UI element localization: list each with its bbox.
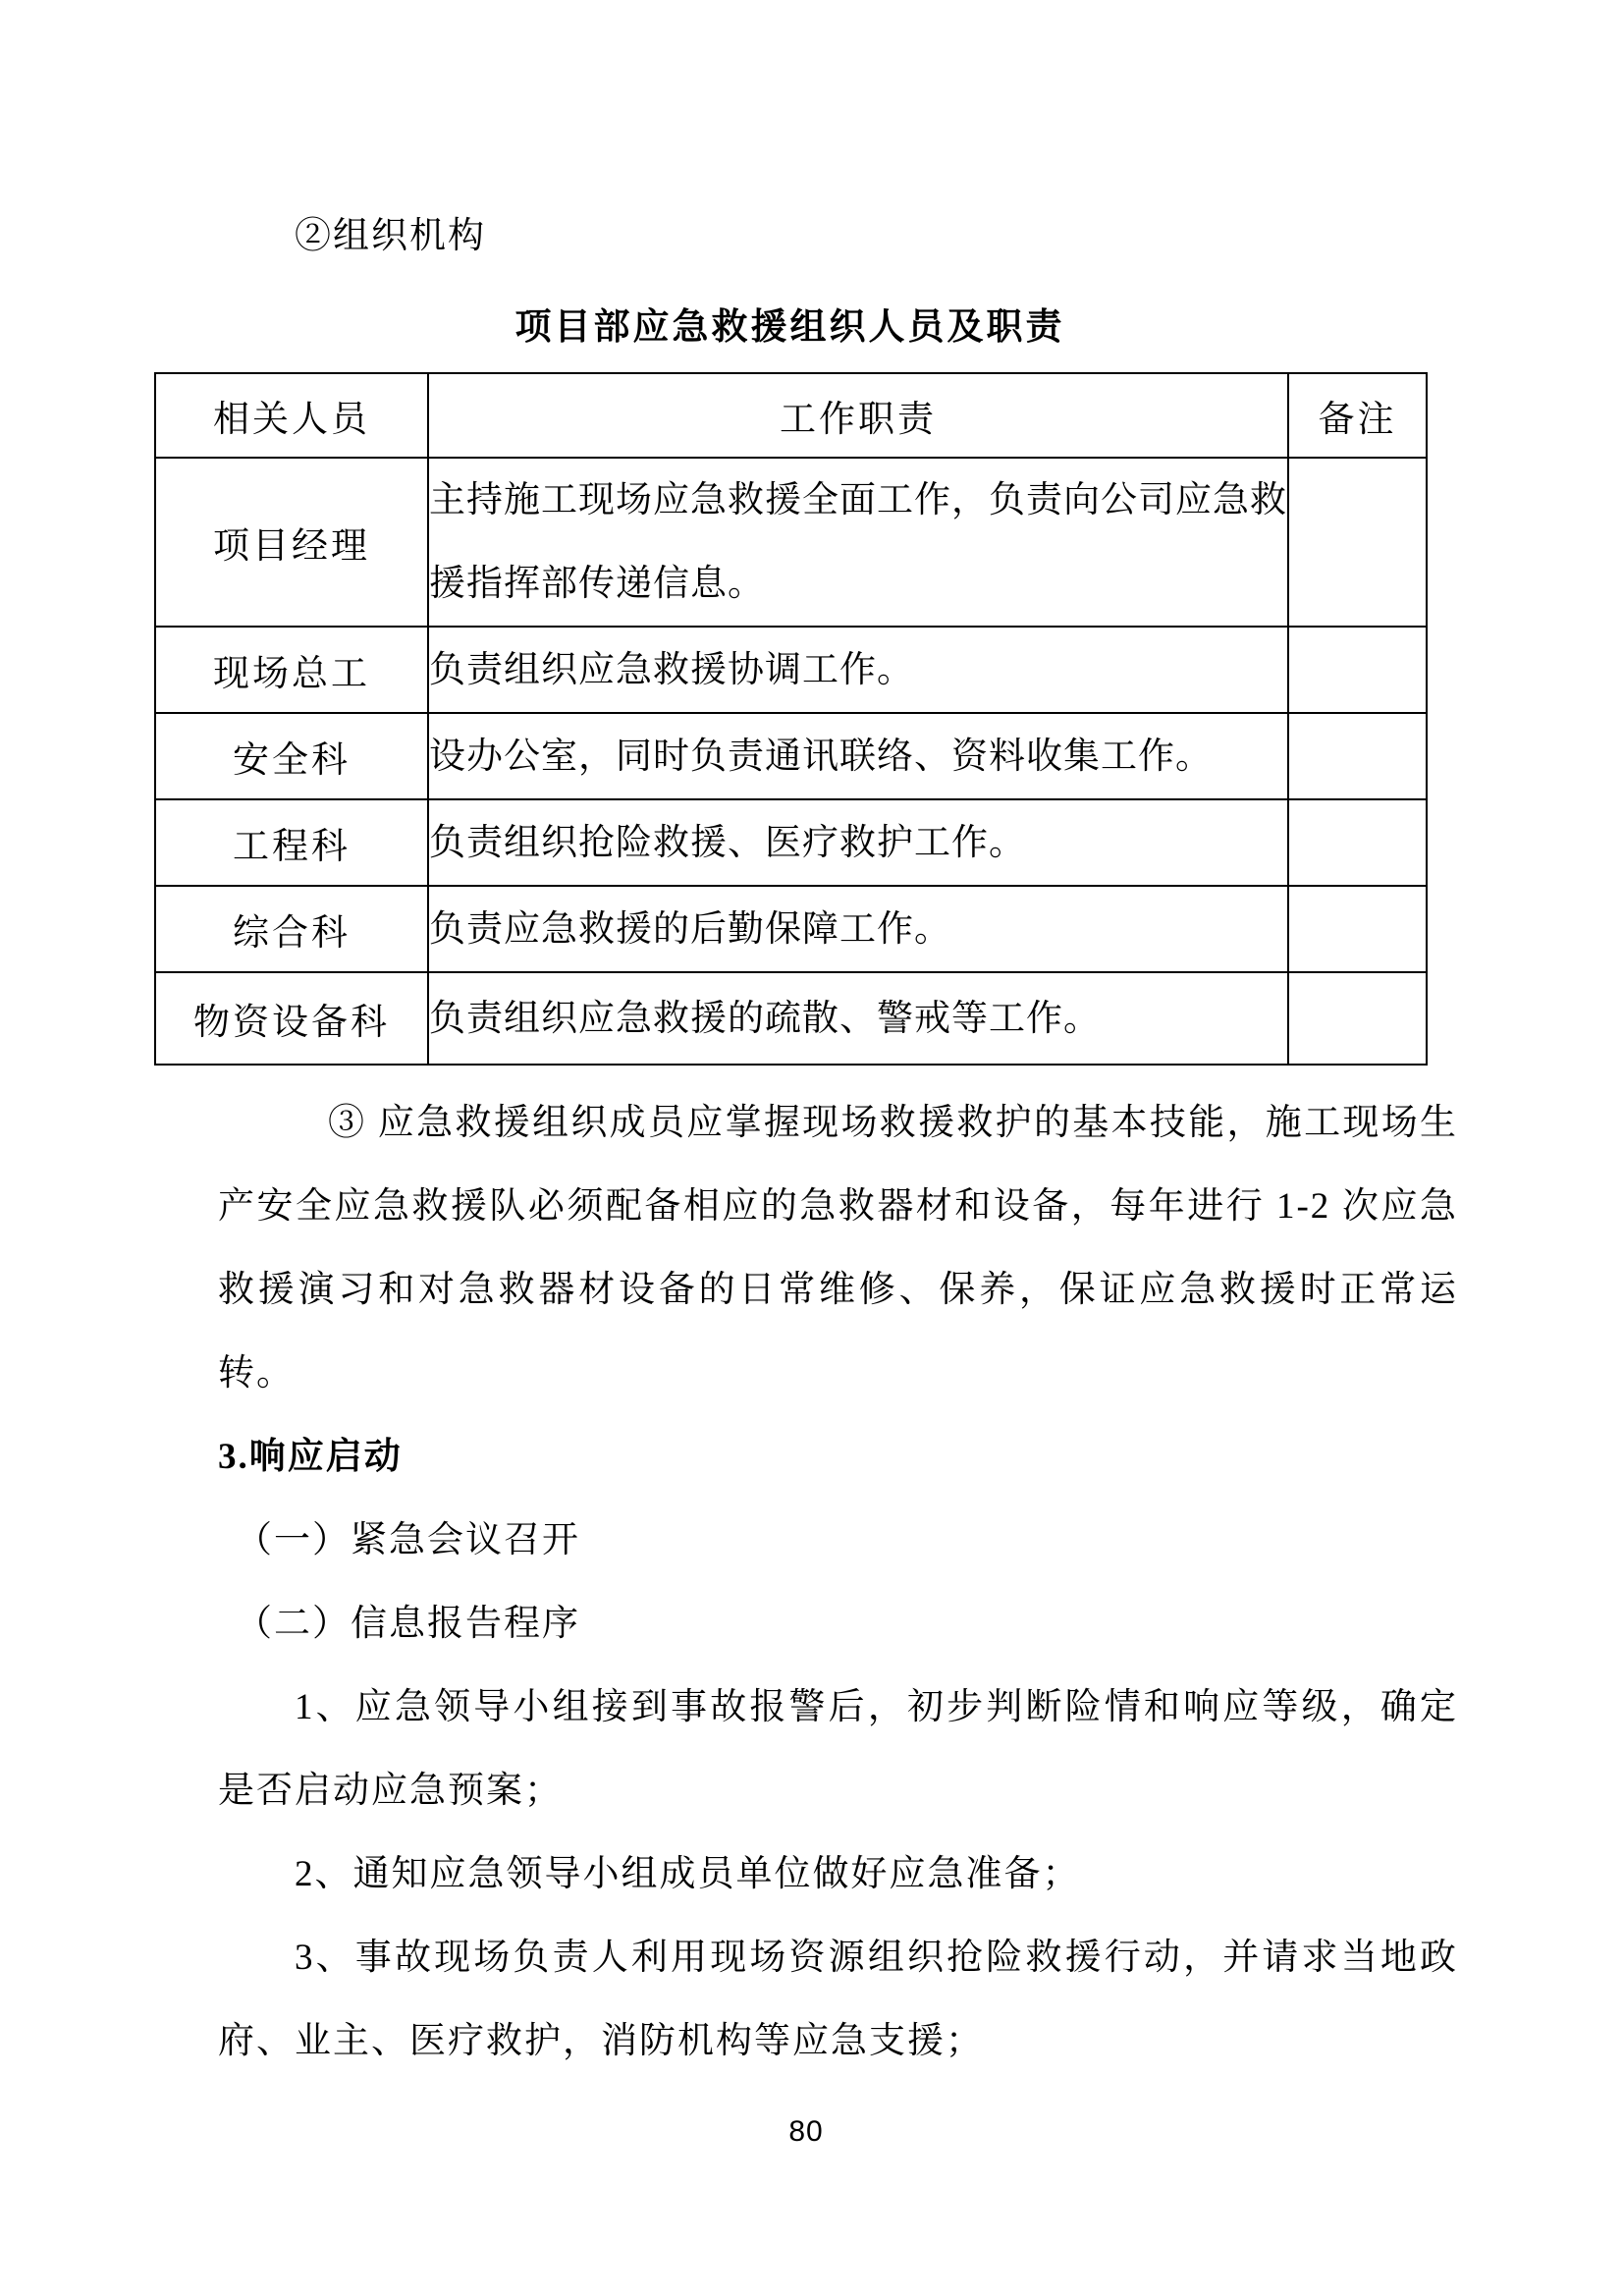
table-header-row (155, 373, 1427, 458)
paragraph-rescue-skills: ③ 应急救援组织成员应掌握现场救援救护的基本技能，施工现场生产安全应急救援队必须配备相应的急救器材和设备，每年进行 1-2 次应急救援演习和对急救器材设备的日常维修、保养，保证应急救援时正常运转。 (218, 1103, 1458, 1394)
note-cell (1288, 972, 1427, 1065)
note-cell (1288, 886, 1427, 972)
numbered-item-3: 3、事故现场负责人利用现场资源组织抢险救援行动，并请求当地政府、业主、医疗救护，消防机构等应急支援； (218, 1938, 1458, 2061)
duty-cell: 负责组织应急救援协调工作。 (428, 627, 1288, 713)
person-cell: 物资设备科 (155, 972, 428, 1065)
table-row-material-equipment-section (155, 972, 1427, 1065)
duty-table (154, 372, 1428, 1066)
person-cell: 现场总工 (155, 627, 428, 713)
duty-cell: 设办公室，同时负责通讯联络、资料收集工作。 (428, 713, 1288, 799)
sub-item-information-report: （二）信息报告程序 (236, 1604, 580, 1644)
duty-cell: 负责应急救援的后勤保障工作。 (428, 886, 1288, 972)
note-cell (1288, 713, 1427, 799)
page-number: 80 (788, 2115, 824, 2148)
col-header-person: 相关人员 (155, 373, 428, 458)
note-cell (1288, 627, 1427, 713)
person-cell: 综合科 (155, 886, 428, 972)
section-heading: ②组织机构 (295, 216, 486, 256)
person-cell: 项目经理 (155, 458, 428, 627)
table-row-engineering-section (155, 799, 1427, 886)
table-row-project-manager (155, 458, 1427, 627)
table-row-safety-section (155, 713, 1427, 799)
col-header-note: 备注 (1288, 373, 1427, 458)
col-header-duty: 工作职责 (428, 373, 1288, 458)
sub-item-emergency-meeting: （一）紧急会议召开 (236, 1520, 580, 1560)
numbered-item-2: 2、通知应急领导小组成员单位做好应急准备； (295, 1854, 1081, 1894)
person-cell: 工程科 (155, 799, 428, 886)
duty-cell: 负责组织抢险救援、医疗救护工作。 (428, 799, 1288, 886)
table-row-site-chief-engineer (155, 627, 1427, 713)
table-title: 项目部应急救援组织人员及职责 (514, 307, 1065, 348)
duty-cell: 主持施工现场应急救援全面工作，负责向公司应急救援指挥部传递信息。 (428, 458, 1288, 627)
duty-cell: 负责组织应急救援的疏散、警戒等工作。 (428, 972, 1288, 1065)
note-cell (1288, 458, 1427, 627)
table-row-general-section (155, 886, 1427, 972)
person-cell: 安全科 (155, 713, 428, 799)
heading-response-activation: 3.响应启动 (218, 1437, 403, 1477)
numbered-item-1: 1、应急领导小组接到事故报警后，初步判断险情和响应等级，确定是否启动应急预案； (218, 1687, 1458, 1811)
note-cell (1288, 799, 1427, 886)
